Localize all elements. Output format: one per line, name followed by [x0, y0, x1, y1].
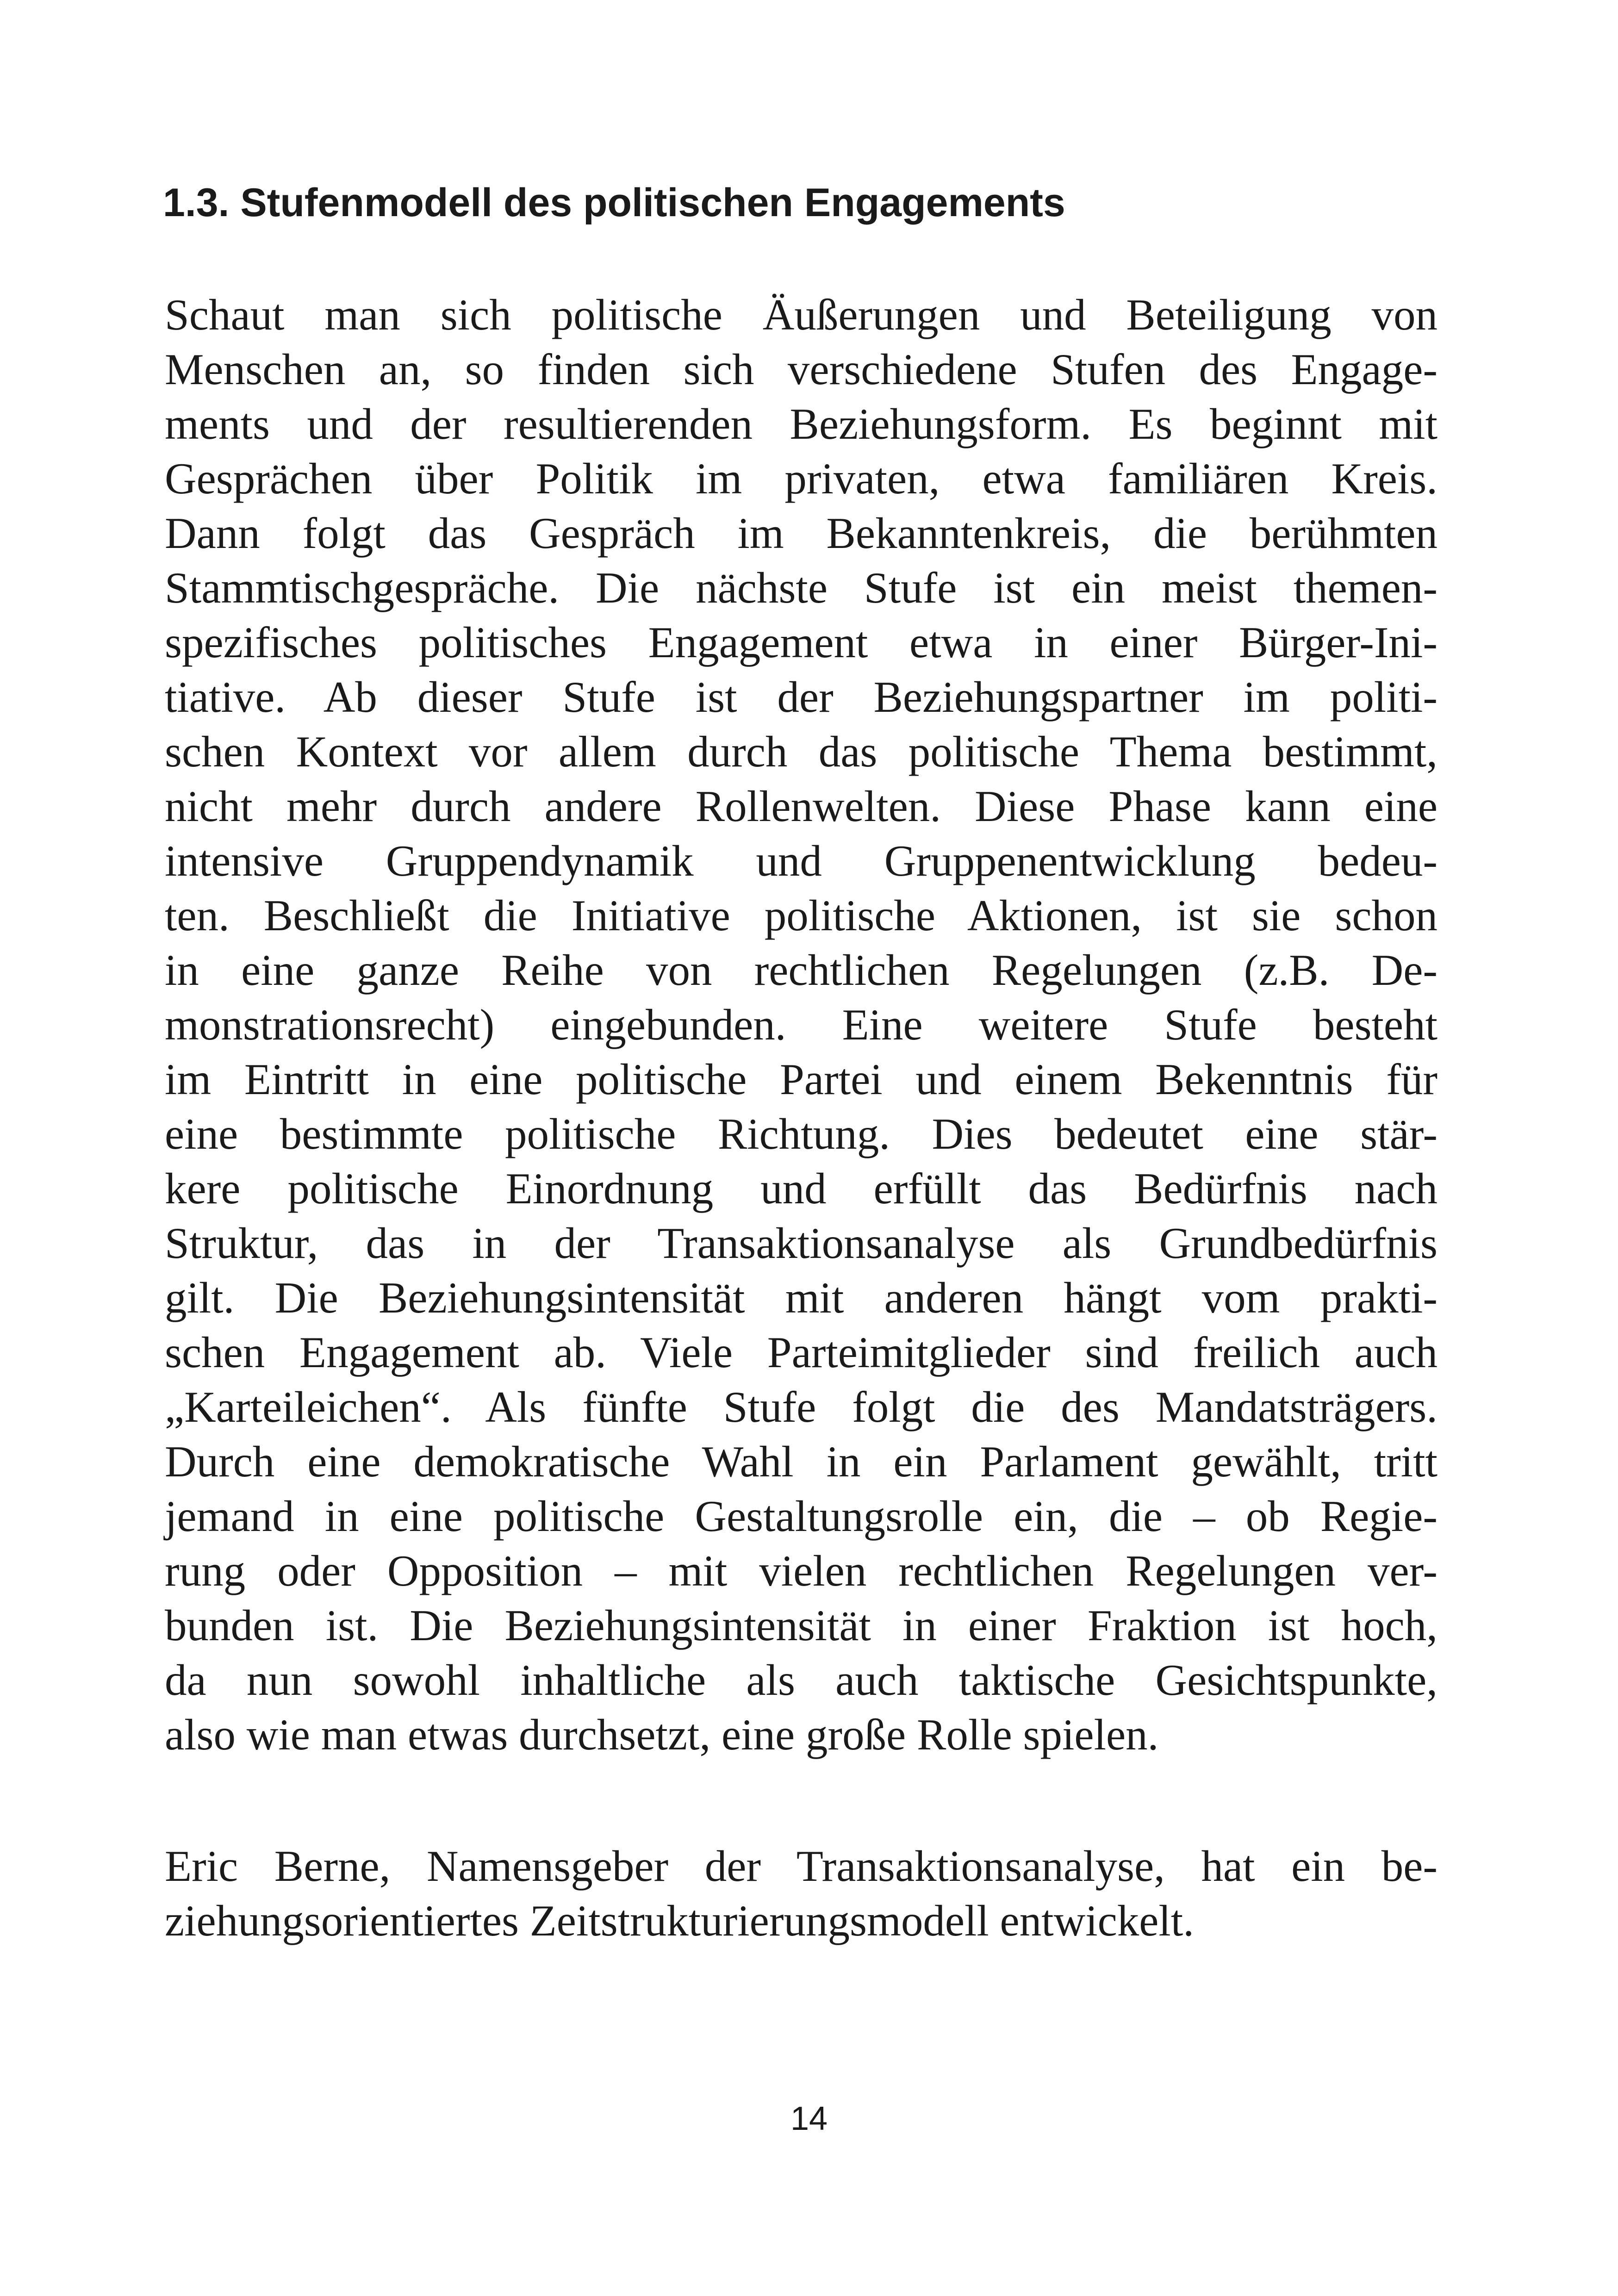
text-line: schen Engagement ab. Viele Parteimitglieder sind freilich auch: [165, 1328, 1438, 1377]
text-line: bunden ist. Die Beziehungsintensität in einer Fraktion ist hoch,: [165, 1601, 1438, 1650]
text-line: Eric Berne, Namensgeber der Transaktionsanalyse, hat ein be-: [165, 1842, 1438, 1891]
text-line: da nun sowohl inhaltliche als auch taktische Gesichtspunkte,: [165, 1655, 1438, 1705]
text-line: ments und der resultierenden Beziehungsform. Es beginnt mit: [165, 399, 1438, 448]
text-line: Stammtischgespräche. Die nächste Stufe ist ein meist themen-: [165, 563, 1438, 612]
text-line: in eine ganze Reihe von rechtlichen Regelungen (z.B. De-: [165, 946, 1438, 995]
text-line: ziehungsorientiertes Zeitstrukturierungsmodell entwickelt.: [165, 1896, 1194, 1945]
text-line: intensive Gruppendynamik und Gruppenentwicklung bedeu-: [165, 836, 1438, 885]
page-number: 14: [790, 2100, 828, 2137]
text-line: im Eintritt in eine politische Partei und einem Bekenntnis für: [165, 1055, 1438, 1104]
text-line: tiative. Ab dieser Stufe ist der Beziehungspartner im politi-: [165, 672, 1438, 722]
text-line: „Karteileichen“. Als fünfte Stufe folgt die des Mandatsträgers.: [165, 1382, 1438, 1431]
text-line: eine bestimmte politische Richtung. Dies bedeutet eine stär-: [165, 1109, 1438, 1158]
text-line: kere politische Einordnung und erfüllt das Bedürfnis nach: [165, 1164, 1438, 1213]
text-line: Gesprächen über Politik im privaten, etwa familiären Kreis.: [165, 454, 1438, 503]
text-line: Schaut man sich politische Äußerungen und Beteiligung von: [165, 290, 1438, 339]
text-line: rung oder Opposition – mit vielen rechtlichen Regelungen ver-: [165, 1546, 1438, 1595]
text-line: monstrationsrecht) eingebunden. Eine weitere Stufe besteht: [165, 1000, 1438, 1049]
text-line: ten. Beschließt die Initiative politische Aktionen, ist sie schon: [165, 891, 1438, 940]
text-line: Durch eine demokratische Wahl in ein Parlament gewählt, tritt: [165, 1437, 1438, 1486]
text-line: nicht mehr durch andere Rollenwelten. Diese Phase kann eine: [165, 782, 1438, 831]
text-line: spezifisches politisches Engagement etwa in einer Bürger-Ini-: [165, 618, 1438, 667]
text-line: schen Kontext vor allem durch das politische Thema bestimmt,: [165, 727, 1438, 776]
text-line: jemand in eine politische Gestaltungsrolle ein, die – ob Regie-: [165, 1492, 1438, 1541]
text-line: Dann folgt das Gespräch im Bekanntenkreis, die berühmten: [165, 509, 1438, 558]
text-line: also wie man etwas durchsetzt, eine große Rolle spielen.: [165, 1710, 1159, 1759]
text-line: Menschen an, so finden sich verschiedene Stufen des Engage-: [165, 345, 1438, 394]
section-heading: 1.3. Stufenmodell des politischen Engagements: [163, 180, 1065, 225]
text-line: Struktur, das in der Transaktionsanalyse als Grundbedürfnis: [165, 1219, 1438, 1268]
text-line: gilt. Die Beziehungsintensität mit anderen hängt vom prakti-: [165, 1273, 1438, 1322]
